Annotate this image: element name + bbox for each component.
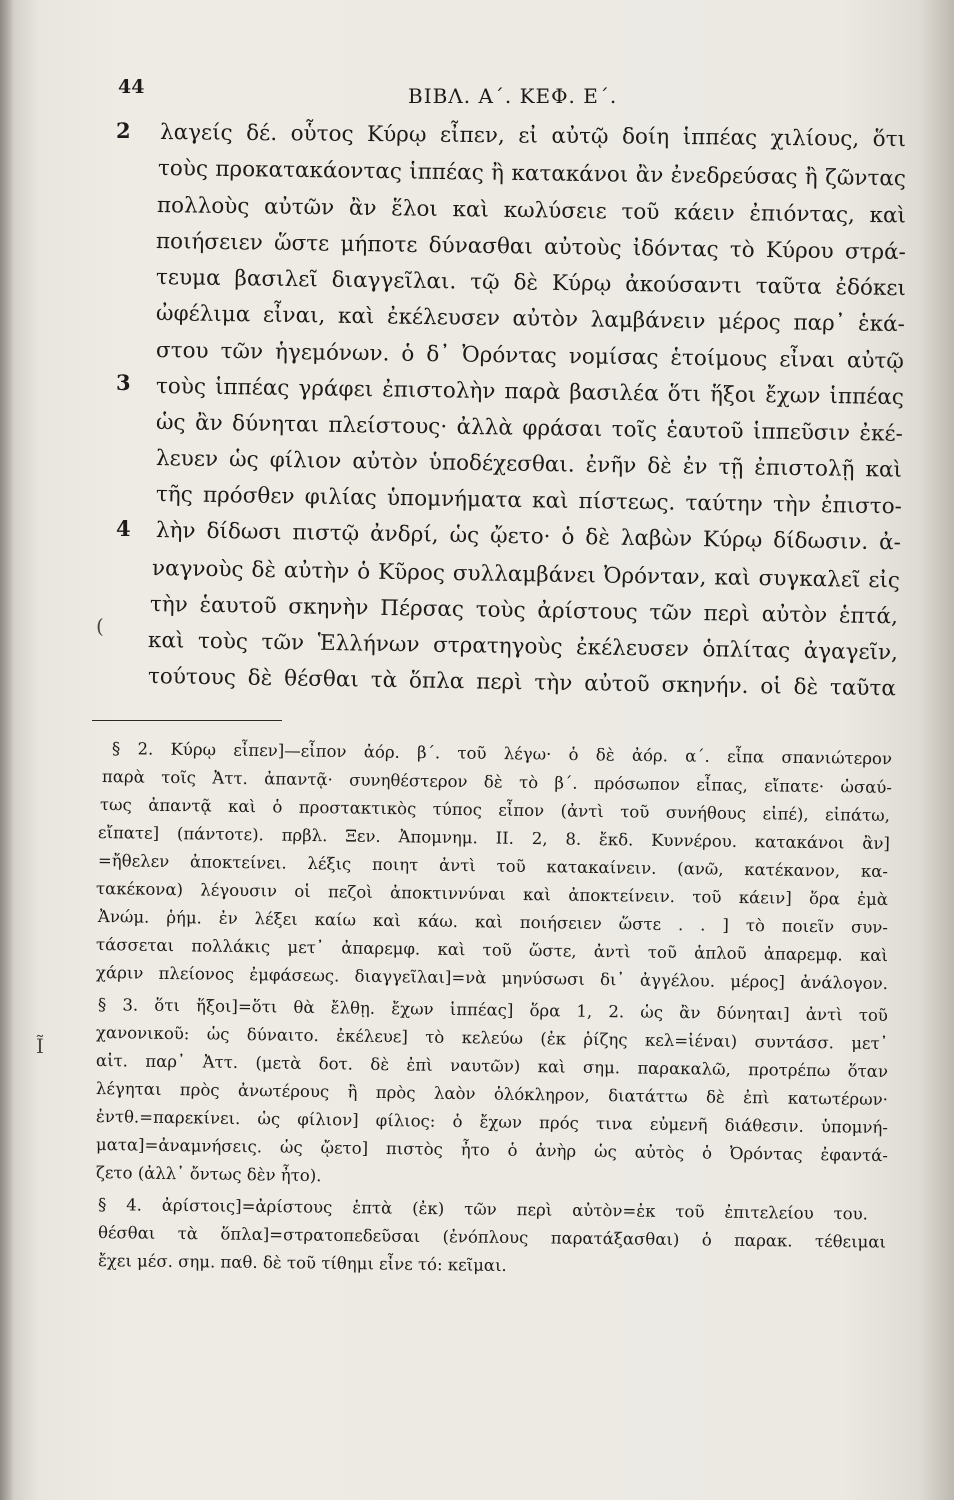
note-line: χάριν πλείονος ἐμφάσεως. διαγγεῖλαι]=νὰ μηνύσωσι δι᾽ ἀγγέλου. μέρος] ἀνάλογον. <box>95 963 889 994</box>
note-line: αἰτ. παρ᾽ Ἀττ. (μετὰ δοτ. δὲ ἐπὶ ναυτῶν) καὶ σημ. παρακαλῶ, προτρέπω ὅταν <box>95 1051 889 1082</box>
main-text-line: τοὺς ἱππέας γράφει ἐπιστολὴν παρὰ βασιλέα ὅτι ἥξοι ἔχων ἱππέας <box>155 374 905 411</box>
running-head: ΒΙΒΛ. Α΄. ΚΕΦ. Ε΄. <box>408 84 618 108</box>
note-line: § 3. ὅτι ἥξοι]=ὅτι θὰ ἔλθῃ. ἔχων ἱππέας] ὅρα 1, 2. ὡς ἂν δύνηται] ἀντὶ τοῦ <box>97 995 889 1026</box>
note-line: Ἀνώμ. ῥήμ. ἐν λέξει καίω καὶ κάω. καὶ ποιήσειεν ὥστε . . ] τὸ ποιεῖν συν- <box>97 907 889 938</box>
note-line: θέσθαι τὰ ὅπλα]=στρατοπεδεῦσαι (ἐνόπλους παρατάξασθαι) ὁ παρακ. τέθειμαι <box>97 1223 887 1252</box>
note-line: παρὰ τοῖς Ἀττ. ἀπαντᾷ· συνηθέστερον δὲ τὸ β΄. πρόσωπον εἶπας, εἴπατε· ὡσαύ- <box>101 767 893 798</box>
main-text-line: τευμα βασιλεῖ διαγγεῖλαι. τῷ δὲ Κύρῳ ἀκούσαντι ταῦτα ἐδόκει <box>155 265 907 302</box>
main-text-line: ναγνοὺς δὲ αὐτὴν ὁ Κῦρος συλλαμβάνει Ὀρόνταν, καὶ συγκαλεῖ εἰς <box>151 556 901 594</box>
margin-mark: Ĩ <box>36 1034 44 1058</box>
main-text-line: τὴν ἑαυτοῦ σκηνὴν Πέρσας τοὺς ἀρίστους τῶν περὶ αὐτὸν ἑπτά, <box>149 592 899 630</box>
main-text-line: ὠφέλιμα εἶναι, καὶ ἐκέλευσεν αὐτὸν λαμβάνειν μέρος παρ᾽ ἑκά- <box>155 301 906 338</box>
section-number: 3 <box>116 370 131 395</box>
note-line: § 2. Κύρῳ εἶπεν]—εἶπον ἀόρ. β΄. τοῦ λέγω· ὁ δὲ ἀόρ. α΄. εἶπα σπανιώτερον <box>111 739 893 769</box>
main-text-line: τούτους δὲ θέσθαι τὰ ὅπλα περὶ τὴν αὐτοῦ σκηνήν. οἱ δὲ ταῦτα <box>147 664 897 702</box>
note-line: τακέκονα) λέγουσιν οἱ πεζοὶ ἀποκτιννύναι καὶ ἀποκτείνειν. τοῦ κάειν] ὅρα ἐμὰ <box>95 879 889 910</box>
note-line: χανονικοῦ: ὡς δύναιτο. ἐκέλευε] τὸ κελεύω (ἐκ ῥίζης κελ=ἰέναι) συντάσσ. μετ᾽ <box>95 1023 889 1054</box>
note-line: εἴπατε] (πάντοτε). πρβλ. Ξεν. Ἀπομνημ. II. 2, 8. ἔκδ. Κυννέρου. κατακάνοι ἂν] <box>97 823 891 854</box>
note-line: ἐντθ.=παρεκίνει. ὡς φίλιον] φίλιος: ὁ ἔχων πρός τινα εὐμενῆ διάθεσιν. ὑπομνή- <box>95 1107 889 1138</box>
note-line: § 4. ἀρίστοις]=ἀρίστους ἑπτὰ (ἐκ) τῶν περὶ αὐτὸν=ἐκ τοῦ ἐπιτελείου του. <box>97 1195 869 1224</box>
page-number: 44 <box>118 76 145 98</box>
main-text-line: στου τῶν ἡγεμόνων. ὁ δ᾽ Ὀρόντας νομίσας ἑτοίμους εἶναι αὐτῷ <box>155 338 905 375</box>
main-text-line: ποιήσειεν ὥστε μήποτε δύνασθαι αὐτοὺς ἰδόντας τὸ Κύρου στρά- <box>155 229 907 266</box>
margin-mark: ( <box>96 614 104 638</box>
main-text-line: πολλοὺς αὐτῶν ἂν ἕλοι καὶ κωλύσειε τοῦ κάειν ἐπιόντας, καὶ <box>156 193 907 229</box>
main-text-line: ὡς ἂν δύνηται πλείστους· ἀλλὰ φράσαι τοῖς ἑαυτοῦ ἱππεῦσιν ἐκέ- <box>155 410 904 447</box>
section-number: 2 <box>116 118 131 143</box>
main-text-line: καὶ τοὺς τῶν Ἑλλήνων στρατηγοὺς ἐκέλευσεν ὁπλίτας ἀγαγεῖν, <box>147 628 899 666</box>
note-line: τάσσεται πολλάκις μετ᾽ ἀπαρεμφ. καὶ τοῦ ὥστε, ἀντὶ τοῦ ἁπλοῦ ἀπαρεμφ. καὶ <box>95 935 889 966</box>
main-text-line: λευεν ὡς φίλιον αὐτὸν ὑποδέχεσθαι. ἐνῆν δὲ ἐν τῇ ἐπιστολῇ καὶ <box>155 446 903 483</box>
main-text-line: λὴν δίδωσι πιστῷ ἀνδρί, ὡς ᾤετο· ὁ δὲ λαβὼν Κύρῳ δίδωσιν. ἀ- <box>155 518 902 556</box>
section-number: 4 <box>116 516 131 541</box>
main-text-line: λαγείς δέ. οὗτος Κύρῳ εἶπεν, εἰ αὐτῷ δοίη ἱππέας χιλίους, ὅτι <box>159 120 907 153</box>
note-line: λέγηται πρὸς ἀνωτέρους ἢ πρὸς λαὸν ὁλόκληρον, διατάττω δὲ ἐπὶ κατωτέρων· <box>95 1079 889 1110</box>
main-text-line: τῆς πρόσθεν φιλίας ὑπομνήματα καὶ πίστεως. ταύτην τὴν ἐπιστο- <box>155 482 903 520</box>
note-line: =ἤθελεν ἀποκτείνει. λέξις ποιητ ἀντὶ τοῦ κατακαίνειν. (ανῶ, κατέκανον, κα- <box>97 851 889 882</box>
main-text-line: τοὺς προκατακάοντας ἱππέας ἢ κατακάνοι ἂν ἐνεδρεύσας ἢ ζῶντας <box>157 156 907 192</box>
note-line: τως ἀπαντᾷ καὶ ὁ προστακτικὸς τύπος εἶπον (ἀντὶ τοῦ συνήθους εἰπέ), εἰπάτω, <box>99 795 891 826</box>
note-line: ἔχει μέσ. σημ. παθ. δὲ τοῦ τίθημι εἶνε τό: κεῖμαι. <box>97 1251 507 1275</box>
note-line: ζετο (ἀλλ᾽ ὄντως δὲν ἦτο). <box>95 1163 322 1186</box>
note-line: ματα]=ἀναμνήσεις. ὡς ᾤετο] πιστὸς ἦτο ὁ ἀνὴρ ὡς αὐτὸς ὁ Ὀρόντας ἐφαντά- <box>95 1135 889 1166</box>
